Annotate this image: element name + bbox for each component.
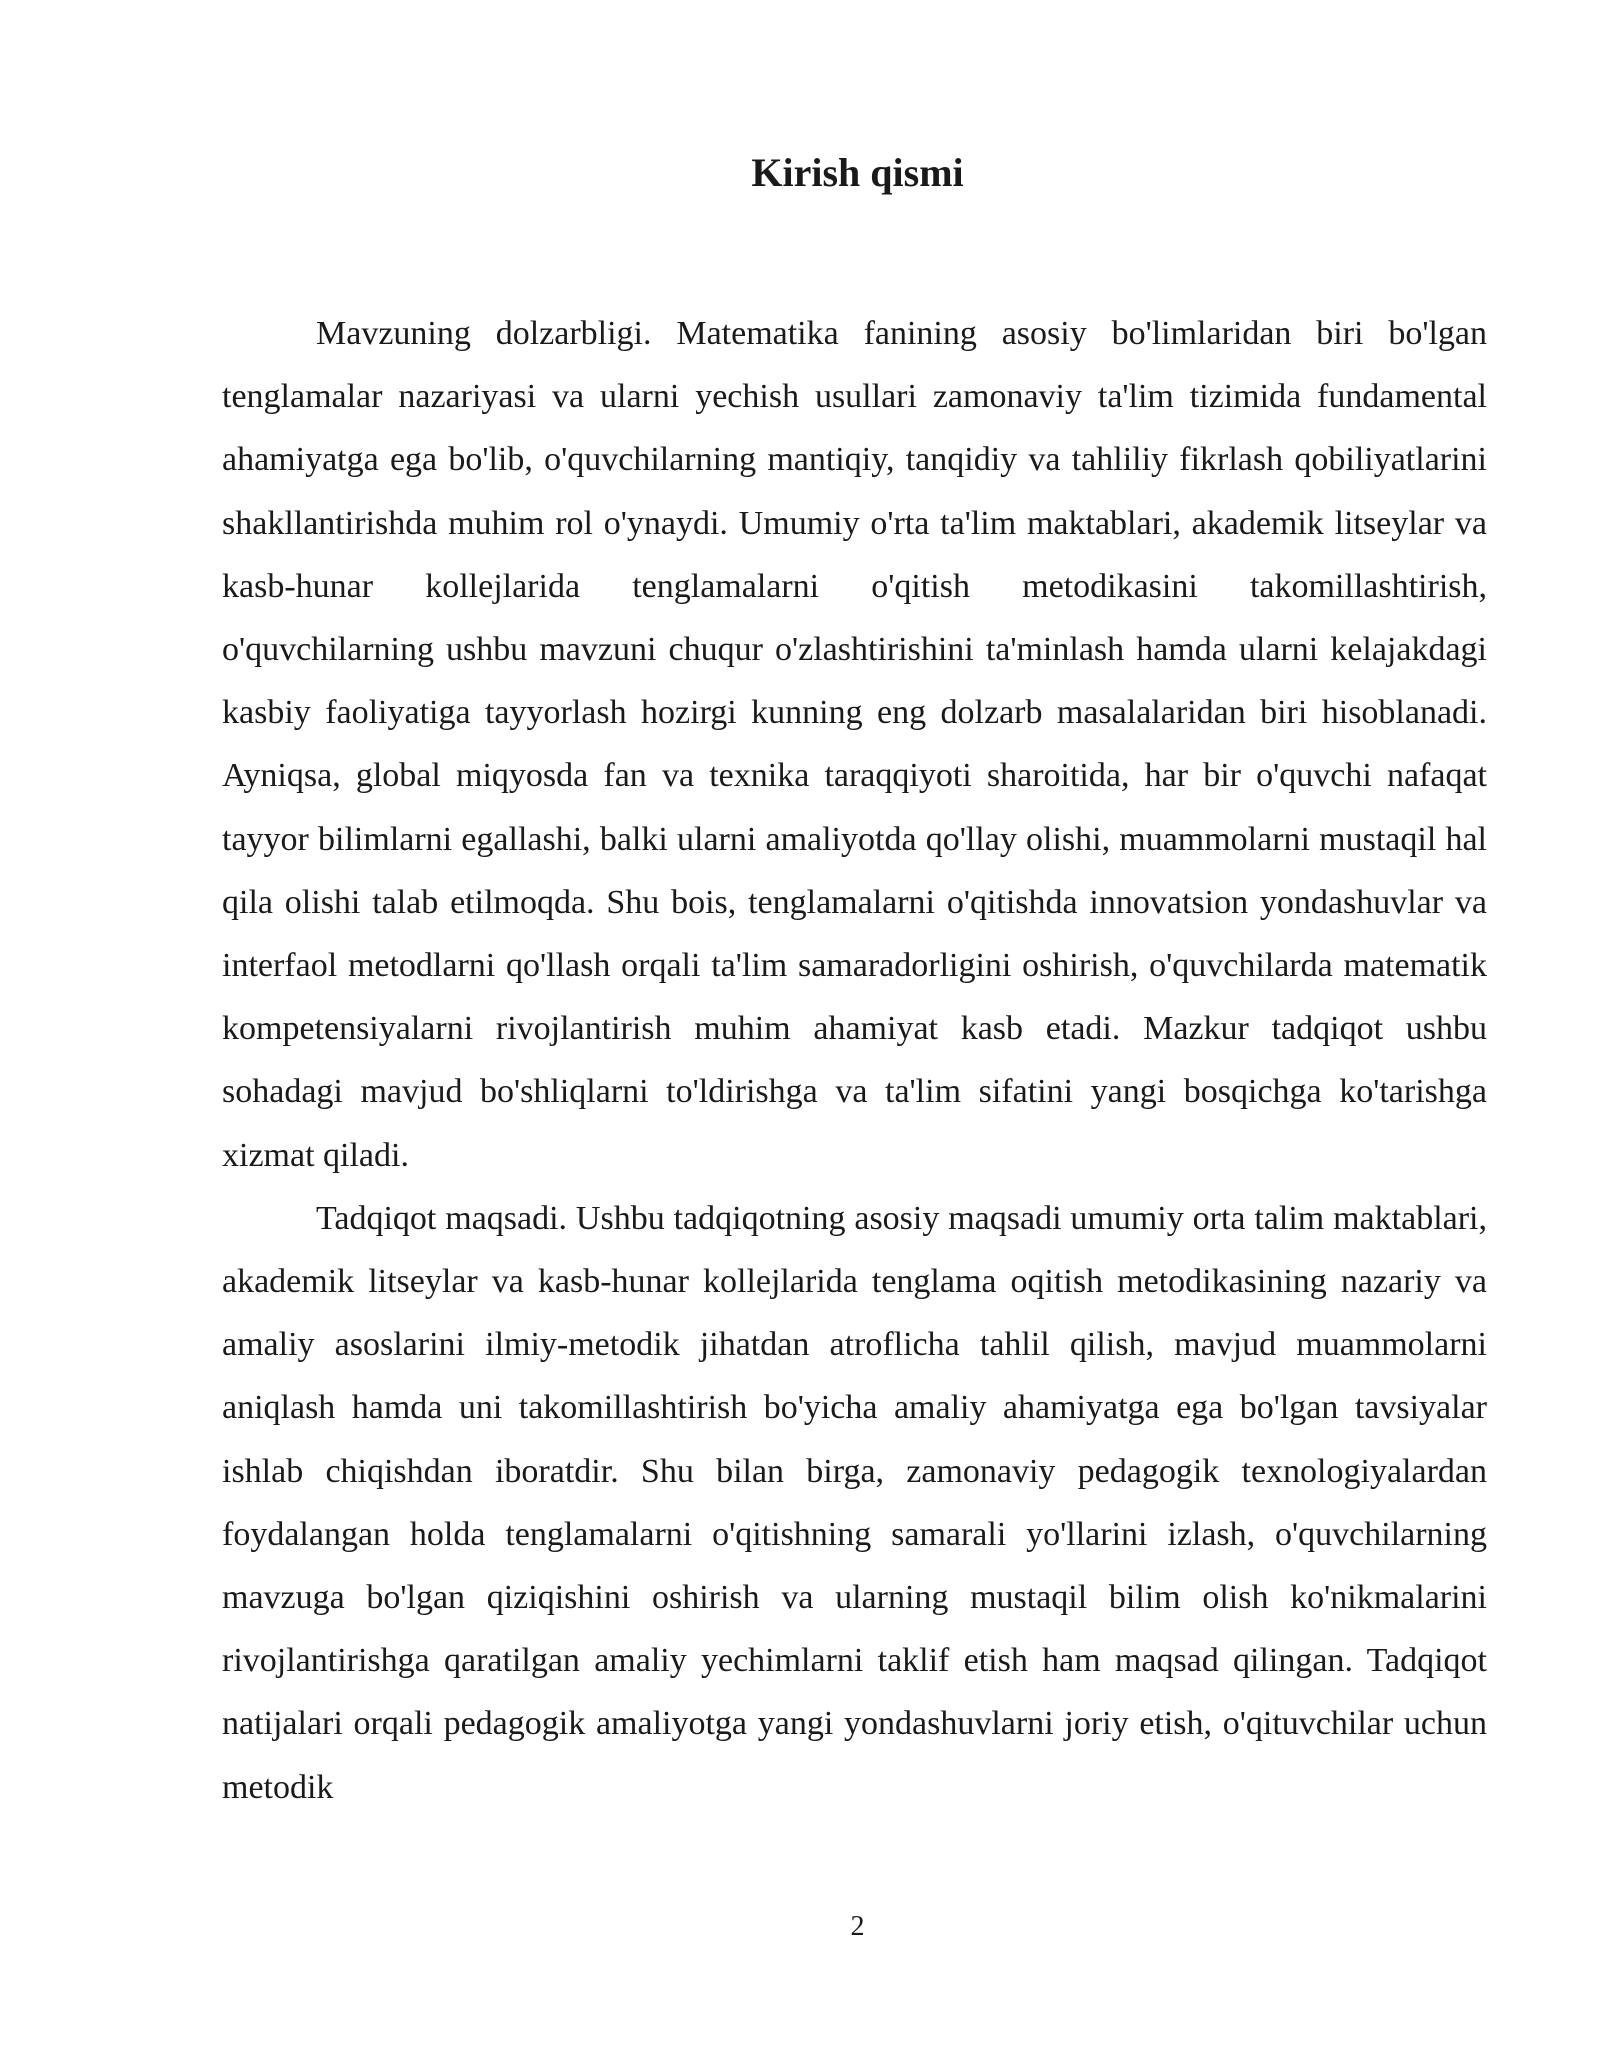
paragraph-relevance: Mavzuning dolzarbligi. Matematika fanining asosiy bo'limlaridan biri bo'lgan tenglamalar nazariyasi va ularni yechish usullari zamonaviy ta'lim tizimida fundamental ahamiyatga ega bo'lib, o'quvchilarning mantiqiy, tanqidiy va tahliliy fikrlash qobiliyatlarini shakllantirishda muhim rol o'ynaydi. Umumiy o'rta ta'lim maktablari, akademik litseylar va kasb-hunar kollejlarida tenglamalarni o'qitish metodikasini takomillashtirish, o'quvchilarning ushbu mavzuni chuqur o'zlashtirishini ta'minlash hamda ularni kelajakdagi kasbiy faoliyatiga tayyorlash hozirgi kunning eng dolzarb masalalaridan biri hisoblanadi. Ayniqsa, global miqyosda fan va texnika taraqqiyoti sharoitida, har bir o'quvchi nafaqat tayyor bilimlarni egallashi, balki ularni amaliyotda qo'llay olishi, muammolarni mustaqil hal qila olishi talab etilmoqda. Shu bois, tenglamalarni o'qitishda innovatsion yondashuvlar va interfaol metodlarni qo'llash orqali ta'lim samaradorligini oshirish, o'quvchilarda matematik kompetensiyalarni rivojlantirish muhim ahamiyat kasb etadi. Mazkur tadqiqot ushbu sohadagi mavjud bo'shliqlarni to'ldirishga va ta'lim sifatini yangi bosqichga ko'tarishga xizmat qiladi. [222,315,1487,1174]
page-number: 2 [850,1911,865,1942]
paragraph-research-goal: Tadqiqot maqsadi. Ushbu tadqiqotning asosiy maqsadi umumiy orta talim maktablari, akademik litseylar va kasb-hunar kollejlarida tenglama oqitish metodikasining nazariy va amaliy asoslarini ilmiy-metodik jihatdan atroflicha tahlil qilish, mavjud muammolarni aniqlash hamda uni takomillashtirish bo'yicha amaliy ahamiyatga ega bo'lgan tavsiyalar ishlab chiqishdan iboratdir. Shu bilan birga, zamonaviy pedagogik texnologiyalardan foydalangan holda tenglamalarni o'qitishning samarali yo'llarini izlash, o'quvchilarning mavzuga bo'lgan qiziqishini oshirish va ularning mustaqil bilim olish ko'nikmalarini rivojlantirishga qaratilgan amaliy yechimlarni taklif etish ham maqsad qilingan. Tadqiqot natijalari orqali pedagogik amaliyotga yangi yondashuvlarni joriy etish, o'qituvchilar uchun metodik [222,1199,1487,1806]
body-text [222,302,1487,1819]
page-title: Kirish qismi [751,150,964,195]
